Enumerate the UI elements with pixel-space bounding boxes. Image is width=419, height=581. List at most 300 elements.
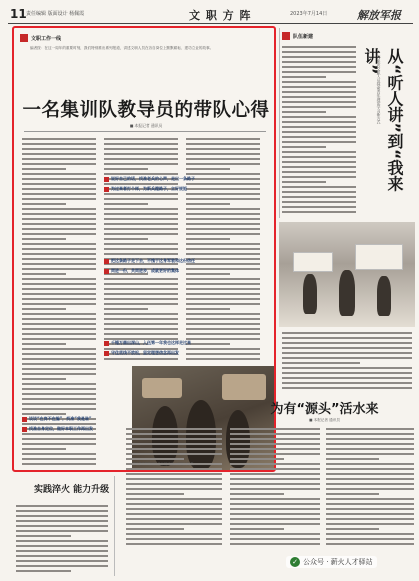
text-line (104, 333, 178, 335)
text-line (104, 253, 178, 255)
text-line (282, 126, 356, 128)
vertical-feature-title[interactable] (360, 48, 412, 198)
text-line (22, 338, 96, 340)
text-line (282, 206, 356, 208)
subhead-5: 千锤万凿出深山，入伍第一年我也这样走过来 (104, 340, 191, 346)
text-line (22, 143, 96, 145)
text-line (326, 498, 414, 500)
text-line (326, 433, 414, 435)
text-line (22, 393, 96, 395)
feature-body-col-1 (126, 428, 222, 548)
text-line (282, 96, 356, 98)
text-line (16, 550, 108, 552)
text-line (282, 71, 356, 73)
text-line (282, 367, 412, 369)
text-line (22, 438, 96, 440)
text-line (326, 443, 414, 445)
text-line (186, 258, 260, 260)
text-line (126, 493, 184, 495)
text-line (186, 193, 260, 195)
text-line (104, 143, 178, 145)
issue-date: 2023年7月14日 (290, 11, 328, 17)
text-line (186, 253, 260, 255)
text-line (22, 203, 66, 205)
text-line (22, 328, 96, 330)
text-line (282, 56, 356, 58)
text-line (186, 318, 260, 320)
text-line (104, 193, 178, 195)
column-tag-icon (20, 34, 28, 42)
text-line (22, 343, 66, 345)
text-line (282, 151, 356, 153)
text-line (186, 183, 260, 185)
text-line (326, 508, 414, 510)
text-line (186, 313, 260, 315)
text-line (126, 523, 222, 525)
text-line (22, 158, 96, 160)
text-line (22, 388, 96, 390)
text-line (126, 518, 222, 520)
text-line (326, 538, 414, 540)
text-line (22, 213, 96, 215)
text-line (22, 153, 96, 155)
text-line (186, 163, 260, 165)
text-line (104, 328, 178, 330)
text-line (104, 183, 178, 185)
left-box-title: 实践淬火 能力升级 (34, 485, 110, 495)
text-line (230, 493, 284, 495)
text-line (186, 153, 260, 155)
text-line (16, 525, 108, 527)
page-info: 责任编辑 版面设计 杨佩霞 (26, 11, 85, 17)
text-line (22, 363, 96, 365)
subhead-3: 把这条路子走下去，不愧于这身军装和这份信任 (104, 258, 195, 264)
text-line (186, 353, 260, 355)
text-line (22, 223, 96, 225)
text-line (126, 533, 222, 535)
text-line (126, 428, 222, 430)
text-line (104, 288, 178, 290)
text-line (282, 91, 356, 93)
text-line (126, 488, 222, 490)
text-line (22, 303, 96, 305)
right-column-label: 队伍新建 (282, 32, 313, 40)
right-photo[interactable] (279, 222, 415, 327)
text-line (282, 201, 356, 203)
text-line (326, 468, 414, 470)
text-line (22, 243, 96, 245)
text-line (126, 448, 222, 450)
text-line (22, 313, 96, 315)
text-line (282, 337, 412, 339)
text-line (16, 515, 108, 517)
vertical-title-sub: 广西来宾文职人员探索青年理论学习新方式 (377, 52, 382, 125)
text-line (186, 328, 260, 330)
text-line (326, 483, 414, 485)
subhead-marker-icon (104, 341, 109, 346)
text-line (186, 338, 260, 340)
text-line (186, 243, 260, 245)
text-line (282, 347, 412, 349)
text-line (230, 478, 320, 480)
text-line (104, 163, 178, 165)
text-line (16, 510, 108, 512)
text-line (126, 483, 222, 485)
text-line (230, 463, 320, 465)
subhead-marker-icon (104, 177, 109, 182)
text-line (126, 528, 184, 530)
text-line (126, 478, 222, 480)
text-line (22, 463, 96, 465)
text-line (282, 171, 356, 173)
text-line (282, 101, 356, 103)
text-line (104, 213, 178, 215)
text-line (282, 46, 356, 48)
text-line (22, 188, 96, 190)
text-line (186, 303, 260, 305)
text-line (22, 253, 96, 255)
text-line (104, 293, 178, 295)
text-line (326, 513, 414, 515)
text-line (230, 483, 320, 485)
text-line (104, 208, 178, 210)
feature-byline: ■ 本报记者 通讯员 (309, 418, 340, 422)
text-line (186, 208, 260, 210)
section-name: 文 职 方 阵 (189, 9, 252, 22)
text-line (22, 413, 66, 415)
text-line (22, 228, 96, 230)
text-line (22, 238, 66, 240)
text-line (126, 508, 222, 510)
text-line (326, 428, 414, 430)
text-line (186, 143, 260, 145)
text-line (230, 523, 320, 525)
text-line (230, 428, 320, 430)
text-line (22, 333, 96, 335)
wechat-icon: ✓ (290, 557, 300, 567)
text-line (230, 498, 320, 500)
text-line (282, 141, 356, 143)
text-line (282, 66, 356, 68)
subhead-8: 找准自身定位，做好本职工作再出发 (22, 426, 93, 432)
page-number: 11 (10, 7, 27, 21)
text-line (104, 218, 178, 220)
text-line (186, 198, 260, 200)
text-line (126, 458, 184, 460)
text-line (186, 283, 260, 285)
text-line (22, 258, 96, 260)
text-line (22, 148, 96, 150)
text-line (186, 238, 230, 240)
text-line (326, 473, 414, 475)
text-line (22, 298, 96, 300)
right-body-mid (282, 332, 412, 392)
text-line (282, 352, 412, 354)
text-line (22, 263, 96, 265)
text-line (126, 433, 222, 435)
text-line (22, 373, 96, 375)
text-line (16, 530, 108, 532)
text-line (282, 211, 356, 213)
vertical-title-main: 从“听人讲”到“我来讲” (362, 48, 404, 192)
main-column-label: 文职工作一线 (20, 34, 61, 42)
text-line (230, 488, 320, 490)
text-line (186, 228, 260, 230)
text-line (282, 176, 356, 178)
text-line (282, 121, 356, 123)
text-line (104, 323, 178, 325)
text-line (230, 543, 320, 545)
text-line (16, 535, 71, 537)
text-line (326, 463, 414, 465)
text-line (126, 543, 222, 545)
text-line (16, 560, 108, 562)
text-line (126, 468, 222, 470)
text-line (104, 158, 178, 160)
text-line (22, 193, 96, 195)
text-line (22, 378, 66, 380)
text-line (186, 223, 260, 225)
text-line (282, 357, 412, 359)
text-line (126, 463, 222, 465)
text-line (186, 333, 260, 335)
text-line (230, 433, 320, 435)
text-line (326, 543, 414, 545)
text-line (22, 308, 66, 310)
text-line (16, 520, 108, 522)
text-line (126, 443, 222, 445)
text-line (326, 533, 414, 535)
text-line (186, 213, 260, 215)
headline-rule (24, 131, 266, 132)
text-line (282, 387, 412, 389)
text-line (16, 565, 108, 567)
body-column-3 (186, 138, 260, 363)
text-line (230, 508, 320, 510)
text-line (230, 528, 284, 530)
body-column-2 (104, 138, 178, 363)
subhead-1: 说好自己的话，找准老兵的心声，走出一条路子 (104, 176, 195, 182)
text-line (22, 198, 96, 200)
text-line (104, 233, 178, 235)
text-line (230, 538, 320, 540)
text-line (186, 278, 260, 280)
text-line (126, 513, 222, 515)
subhead-marker-icon (104, 187, 109, 192)
text-line (22, 443, 96, 445)
text-line (104, 298, 178, 300)
text-line (22, 368, 96, 370)
watermark: ✓ 公众号 · 薪火人才驿站 (286, 556, 377, 568)
subhead-6: 守住底线不放松，坚定理想信念再出发 (104, 350, 179, 356)
text-line (22, 458, 96, 460)
text-line (186, 288, 260, 290)
text-line (22, 383, 96, 385)
column-divider (114, 476, 115, 576)
text-line (22, 453, 96, 455)
text-line (282, 61, 356, 63)
text-line (104, 278, 178, 280)
text-line (126, 498, 222, 500)
text-line (22, 218, 96, 220)
text-line (326, 488, 414, 490)
text-line (22, 208, 96, 210)
article-headline: 一名集训队教导员的带队心得 (22, 100, 270, 121)
feature-title: 为有“源头”活水来 (270, 402, 379, 417)
subhead-marker-icon (22, 427, 27, 432)
text-line (326, 438, 414, 440)
text-line (16, 555, 108, 557)
text-line (282, 332, 412, 334)
text-line (186, 268, 260, 270)
text-line (22, 433, 96, 435)
subhead-2: 为过来者打个样，为新兵蹚路子，立好规矩 (104, 186, 187, 192)
text-line (186, 178, 260, 180)
text-line (16, 505, 108, 507)
text-line (22, 348, 96, 350)
text-line (186, 148, 260, 150)
text-line (126, 438, 222, 440)
text-line (22, 293, 96, 295)
column-divider (279, 28, 280, 218)
text-line (186, 348, 260, 350)
text-line (104, 238, 148, 240)
subhead-marker-icon (22, 417, 27, 422)
text-line (22, 138, 96, 140)
text-line (22, 288, 96, 290)
text-line (126, 473, 222, 475)
text-line (186, 343, 230, 345)
right-body-column (282, 46, 356, 216)
text-line (326, 448, 414, 450)
text-line (186, 188, 260, 190)
text-line (186, 158, 260, 160)
text-line (282, 377, 412, 379)
text-line (104, 153, 178, 155)
text-line (104, 248, 178, 250)
text-line (282, 111, 326, 113)
text-line (282, 196, 356, 198)
feature-body-col-3 (326, 428, 414, 548)
text-line (22, 248, 96, 250)
text-line (104, 243, 178, 245)
text-line (104, 358, 178, 360)
text-line (282, 51, 356, 53)
text-line (104, 283, 178, 285)
text-line (230, 448, 320, 450)
text-line (22, 233, 96, 235)
text-line (282, 76, 326, 78)
text-line (230, 468, 320, 470)
text-line (326, 503, 414, 505)
text-line (104, 308, 148, 310)
text-line (230, 513, 320, 515)
text-line (22, 178, 96, 180)
text-line (282, 342, 412, 344)
text-line (22, 403, 96, 405)
masthead-rule (8, 23, 413, 24)
text-line (230, 473, 320, 475)
text-line (104, 148, 178, 150)
text-line (186, 168, 230, 170)
text-line (282, 191, 356, 193)
text-line (282, 181, 326, 183)
left-box-body (16, 505, 108, 577)
text-line (186, 173, 260, 175)
text-line (22, 318, 96, 320)
text-line (22, 173, 96, 175)
text-line (104, 168, 148, 170)
feature-body-col-2 (230, 428, 320, 548)
text-line (282, 166, 356, 168)
text-line (104, 138, 178, 140)
text-line (104, 318, 178, 320)
text-line (104, 228, 178, 230)
text-line (186, 218, 260, 220)
text-line (104, 223, 178, 225)
text-line (22, 323, 96, 325)
text-line (22, 448, 66, 450)
text-line (282, 106, 356, 108)
paper-name: 解放军报 (357, 9, 401, 22)
text-line (326, 478, 414, 480)
text-line (186, 203, 230, 205)
text-line (186, 273, 230, 275)
text-line (282, 156, 356, 158)
text-line (230, 458, 284, 460)
text-line (22, 183, 96, 185)
text-line (230, 533, 320, 535)
text-line (282, 362, 360, 364)
text-line (186, 263, 260, 265)
text-line (22, 268, 96, 270)
subhead-7: 谈谈“在岗不在编”，找准“我是谁” (22, 416, 92, 422)
column-tag-icon (282, 32, 290, 40)
text-line (326, 458, 379, 460)
text-line (282, 116, 356, 118)
text-line (22, 163, 96, 165)
text-line (230, 503, 320, 505)
text-line (186, 308, 230, 310)
article-lead: 编者按：在这一周年的重要时刻，我们特别推出系列报道，讲述文职人员在各自岗位上默默耕耘、建功立业的故事。 (30, 46, 214, 50)
text-line (230, 443, 320, 445)
text-line (326, 528, 379, 530)
text-line (282, 146, 326, 148)
text-line (22, 283, 96, 285)
text-line (230, 438, 320, 440)
text-line (326, 518, 414, 520)
text-line (16, 540, 108, 542)
text-line (22, 423, 96, 425)
text-line (22, 273, 66, 275)
text-line (326, 453, 414, 455)
text-line (326, 523, 414, 525)
text-line (104, 313, 178, 315)
text-line (22, 168, 66, 170)
text-line (22, 358, 96, 360)
subhead-marker-icon (104, 259, 109, 264)
text-line (104, 173, 178, 175)
text-line (22, 398, 96, 400)
text-line (16, 570, 71, 572)
text-line (104, 203, 148, 205)
text-line (104, 198, 178, 200)
subhead-marker-icon (104, 269, 109, 274)
text-line (22, 278, 96, 280)
text-line (126, 453, 222, 455)
text-line (186, 138, 260, 140)
text-line (186, 233, 260, 235)
